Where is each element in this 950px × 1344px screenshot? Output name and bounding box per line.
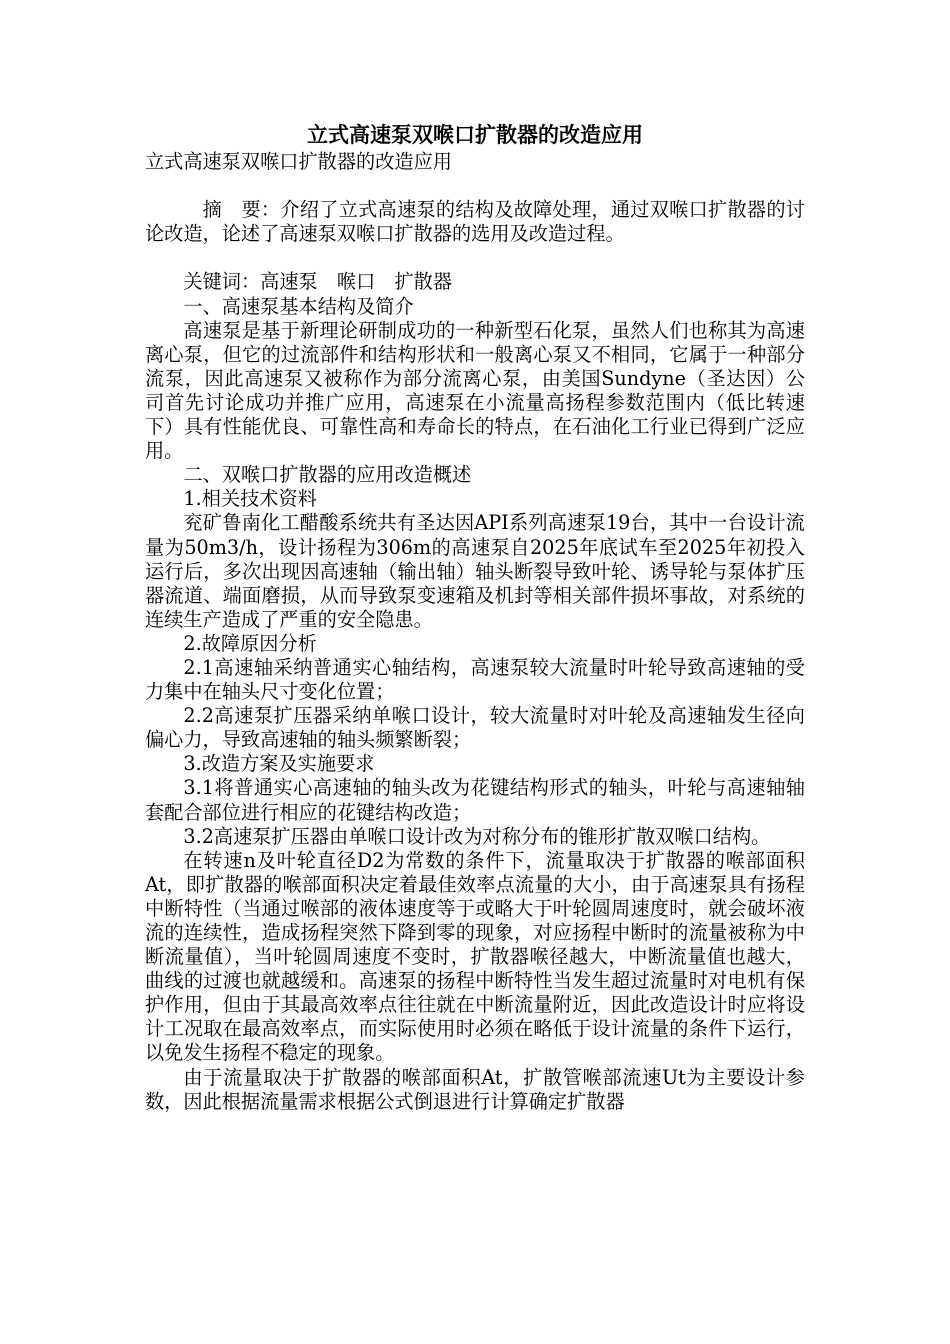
subsection-heading: 2.故障原因分析 [183, 631, 317, 655]
body-paragraph: 3.2高速泵扩压器由单喉口设计改为对称分布的锥形扩散双喉口结构。 [183, 824, 771, 848]
document-subtitle: 立式高速泵双喉口扩散器的改造应用 [145, 150, 452, 173]
blank-line [145, 174, 805, 198]
body-paragraph: 在转速n及叶轮直径D2为常数的条件下，流量取决于扩散器的喉部面积At，即扩散器的喉部面积决定着最佳效率点流量的大小，由于高速泵具有扬程中断特性（当通过喉部的液体速度等于或略大于叶轮圆周速度时，就会破坏液流的连续性，造成扬程突然下降到零的现象，对应扬程中断时的流量被称为中断流量值），当叶轮圆周速度不变时，扩散器喉径越大，中断流量值也越大，曲线的过渡也就越缓和。高速泵的扬程中断特性当发生超过流量时对电机有保护作用，但由于其最高效率点往往就在中断流量附近，因此改造设计时应将设计工况取在最高效率点，而实际使用时必须在略低于设计流量的条件下运行，以免发生扬程不稳定的现象。 [145, 848, 805, 1065]
subsection-heading: 3.改造方案及实施要求 [183, 752, 375, 776]
subsection-heading: 1.相关技术资料 [183, 487, 317, 511]
body-paragraph: 高速泵是基于新理论研制成功的一种新型石化泵，虽然人们也称其为高速离心泵，但它的过流部件和结构形状和一般离心泵又不相同，它属于一种部分流泵，因此高速泵又被称作为部分流离心泵，由美国Sundyne（圣达因）公司首先讨论成功并推广应用，高速泵在小流量高扬程参数范围内（低比转速下）具有性能优良、可靠性高和寿命长的特点，在石油化工行业已得到广泛应用。 [145, 318, 805, 463]
document-title: 立式高速泵双喉口扩散器的改造应用 [307, 123, 643, 147]
body-paragraph: 3.1将普通实心高速轴的轴头改为花键结构形式的轴头，叶轮与高速轴轴套配合部位进行相应的花键结构改造； [145, 776, 805, 824]
section-heading: 一、高速泵基本结构及简介 [183, 294, 414, 318]
abstract-paragraph: 摘 要：介绍了立式高速泵的结构及故障处理，通过双喉口扩散器的讨论改造，论述了高速泵双喉口扩散器的选用及改造过程。 [145, 198, 805, 246]
keywords-line: 关键词：高速泵 喉口 扩散器 [183, 270, 453, 294]
body-paragraph: 2.2高速泵扩压器采纳单喉口设计，较大流量时对叶轮及高速轴发生径向偏心力，导致高速轴的轴头频繁断裂； [145, 704, 805, 752]
body-paragraph: 兖矿鲁南化工醋酸系统共有圣达因API系列高速泵19台，其中一台设计流量为50m3/h，设计扬程为306m的高速泵自2025年底试车至2025年初投入运行后，多次出现因高速轴（输出轴）轴头断裂导致叶轮、诱导轮与泵体扩压器流道、端面磨损，从而导致泵变速箱及机封等相关部件损坏事故，对系统的连续生产造成了严重的安全隐患。 [145, 511, 805, 631]
body-paragraph: 由于流量取决于扩散器的喉部面积At，扩散管喉部流速Ut为主要设计参数，因此根据流量需求根据公式倒退进行计算确定扩散器 [145, 1065, 805, 1113]
blank-line [145, 246, 805, 270]
document-body [145, 150, 805, 1114]
body-paragraph: 2.1高速轴采纳普通实心轴结构，高速泵较大流量时叶轮导致高速轴的受力集中在轴头尺寸变化位置； [145, 655, 805, 704]
section-heading: 二、双喉口扩散器的应用改造概述 [183, 463, 472, 487]
